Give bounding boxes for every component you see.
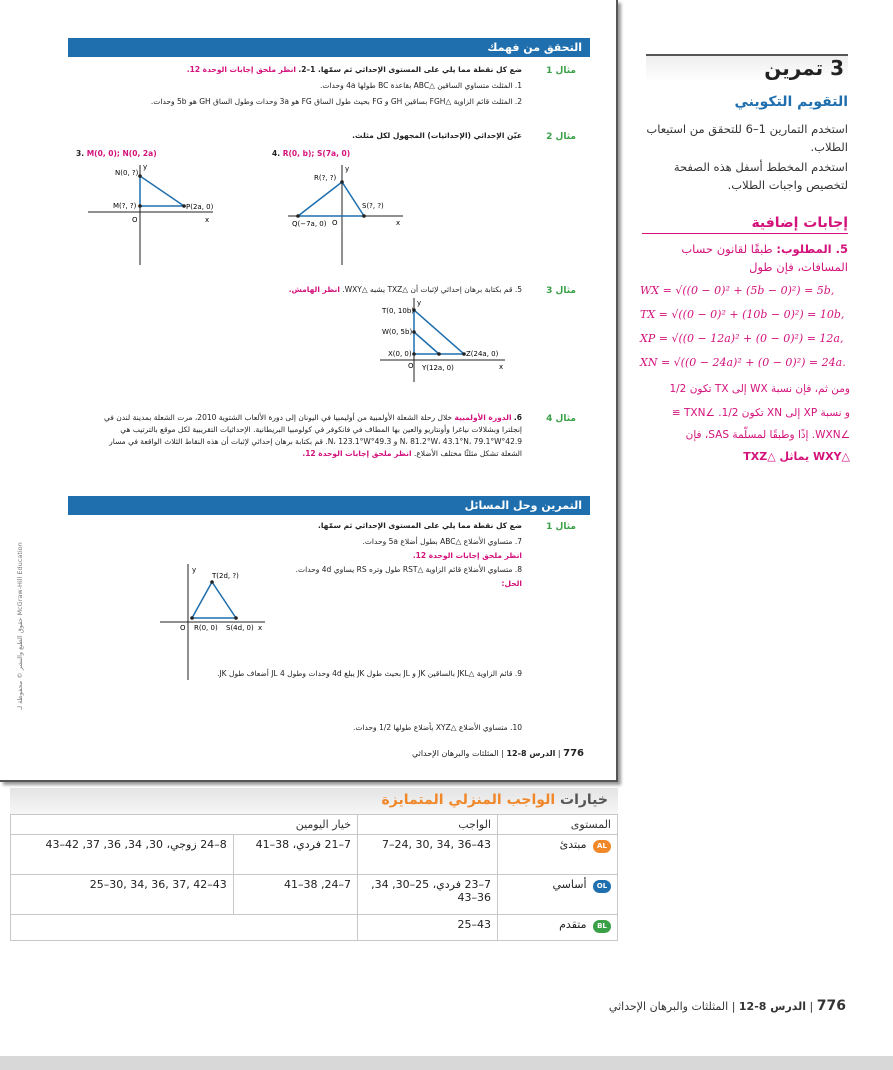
inner-footer-title: المثلثات والبرهان الإحداثي	[411, 749, 499, 758]
question-5-graph	[380, 296, 510, 382]
question-4-graph	[288, 162, 408, 265]
homework-header-row	[11, 815, 618, 835]
question-3-graph	[88, 160, 218, 265]
g5-label-y-axis: y	[417, 299, 422, 307]
g8-label-s: S(4d, 0)	[226, 624, 254, 632]
question-9: 9. قائم الزاوية △JKL بالساقين JK و JL بحيث طول JK يبلغ 4d وحدات وطول JL 4 أضعاف طول JK.	[217, 669, 522, 678]
footer-lesson: الدرس 8-12	[738, 1000, 807, 1013]
g3-label-p: P(2a, 0)	[186, 203, 214, 211]
example-1b-tag: مثال 1	[546, 522, 576, 532]
question-4-label: 4.	[272, 149, 281, 158]
formula-wx: WX = √((0 − 0)² + (5b − 0)²) = 5b,	[640, 284, 835, 297]
level-cell	[498, 835, 618, 875]
g8-point-r	[190, 616, 194, 620]
question-6-body2: و 49.3°N، 123.1°W. قم بكتابة برهان إحداثي لإثبات أن هذه النقاط الثلاث الواقعة في مسار الشعلة تشكل مثلثًا مختلف الأضلاع.	[109, 437, 522, 458]
question-6-num: 6.	[513, 413, 522, 422]
col-level-header: المستوى	[498, 815, 618, 835]
assign-cell: 7–24, 30, 34, 36–43	[358, 835, 498, 875]
inner-footer-page: 776	[563, 748, 584, 759]
example-4-tag: مثال 4	[546, 414, 576, 424]
g5-label-t: T(0, 10b)	[382, 307, 414, 315]
g5-label-x-point: X(0, 0)	[388, 350, 412, 358]
example-1-tag: مثال 1	[546, 66, 576, 76]
g8-label-r: R(0, 0)	[194, 624, 218, 632]
homework-title-prefix: خيارات	[560, 792, 608, 808]
g8-point-s	[234, 616, 238, 620]
assign-cell: 25–43	[358, 915, 498, 941]
question-8-solution-label: الحل:	[501, 579, 522, 588]
day2-cell: 8–24 زوجي، 30, 34, 36, 37, 42–43	[11, 835, 234, 875]
answer-5-intro	[642, 240, 848, 276]
ratio-line-1: ومن ثم، فإن نسبة WX إلى TX تكون 1/2	[669, 383, 850, 395]
table-row	[11, 835, 618, 875]
table-row	[11, 915, 618, 941]
chapter-title: 3 تمرين	[764, 56, 844, 80]
inner-footer: 776 | الدرس 8-12 | المثلثات والبرهان الإحداثي	[411, 748, 584, 759]
g3-label-o: O	[132, 216, 138, 224]
g4-label-r: R(?, ?)	[314, 174, 337, 182]
question-7-ref: انظر ملحق إجابات الوحدة 12.	[412, 551, 522, 560]
example-1b-instructions: ضع كل نقطة مما يلي على المستوى الإحداثي ثم سمّها.	[318, 521, 522, 530]
question-2: 2. المثلث قائم الزاوية △FGH بساقين GH و FG بحيث طول الساق FG هو 3a وحدات وطول الساق GH هو 5b وحدات.	[150, 97, 522, 106]
g8-point-t	[210, 580, 214, 584]
g3-label-x: x	[205, 216, 210, 224]
badge-ol-icon: OL	[593, 880, 611, 893]
level-label: مبتدئ	[559, 838, 587, 851]
g5-point-x	[412, 352, 416, 356]
question-3-header	[76, 148, 226, 160]
question-4-answer: R(0, b); S(7a, 0)	[282, 149, 351, 158]
formative-p2: استخدم المخطط أسفل هذه الصفحة لتخصيص واجبات الطلاب.	[673, 160, 848, 192]
g5-segment-wy	[414, 332, 439, 354]
page-footer: 776 | الدرس 8-12 | المثلثات والبرهان الإحداثي	[608, 998, 846, 1014]
bottom-gray-bar	[0, 1056, 893, 1070]
question-8-graph	[160, 560, 270, 680]
badge-bl-icon: BL	[593, 920, 611, 933]
g3-point-n	[138, 174, 142, 178]
check-understanding-title: التحقق من فهمك	[487, 41, 582, 54]
g4-label-q: Q(−7a, 0)	[292, 220, 327, 228]
question-5-ref: انظر الهامش.	[288, 285, 340, 294]
example-1-instructions	[100, 64, 522, 76]
formative-title: التقويم التكويني	[734, 94, 848, 110]
g8-label-x: x	[258, 624, 263, 632]
two-day-cell	[11, 915, 358, 941]
practice-title: التمرين وحل المسائل	[464, 499, 582, 512]
g5-label-w: W(0, 5b)	[382, 328, 413, 336]
homework-title	[10, 788, 618, 812]
homework-title-accent: الواجب المنزلي المتمايزة	[381, 792, 556, 808]
g4-triangle	[298, 182, 364, 216]
g4-point-q	[296, 214, 300, 218]
formula-xp: XP = √((0 − 12a)² + (0 − 0)²) = 12a,	[640, 332, 844, 345]
extra-answers-heading	[642, 212, 848, 234]
question-6-ref: انظر ملحق إجابات الوحدة 12.	[302, 449, 412, 458]
g3-triangle	[140, 176, 184, 206]
g8-label-y: y	[192, 566, 197, 574]
g3-label-y: y	[143, 163, 148, 171]
level-cell	[498, 915, 618, 941]
ratio-line-4: △WXY يماثل △TXZ	[743, 450, 850, 463]
col-assign-header: الواجب	[358, 815, 498, 835]
example-2-instructions: عيّن الإحداثي (الإحداثيات) المجهول لكل مثلث.	[352, 131, 522, 140]
ratio-line-2: و نسبة XP إلى XN تكون 1/2. ∠TXN ≅	[671, 407, 850, 419]
question-5	[100, 284, 522, 296]
g5-point-w	[412, 330, 416, 334]
g8-label-t: T(2d, ?)	[212, 572, 239, 580]
g5-label-x-axis: x	[499, 363, 504, 371]
g4-label-s: S(?, ?)	[362, 202, 384, 210]
question-3-label: 3.	[76, 149, 85, 158]
table-row	[11, 875, 618, 915]
g3-label-m: M(?, ?)	[113, 202, 137, 210]
g3-point-m	[138, 204, 142, 208]
day2-cell: 25–30, 34, 36, 37, 42–43	[11, 875, 234, 915]
level-cell	[498, 875, 618, 915]
practice-header	[68, 496, 590, 515]
question-6-title: الدورة الأولمبية	[454, 413, 512, 422]
inner-footer-lesson: الدرس 8-12	[506, 749, 556, 758]
question-7: 7. متساوي الأضلاع △ABC بطول أضلاع 5a وحدات.	[362, 537, 522, 546]
footer-title: المثلثات والبرهان الإحداثي	[608, 1000, 729, 1013]
g5-triangle-txz	[414, 310, 464, 354]
level-label: أساسي	[552, 878, 587, 891]
vertical-copyright: McGraw-Hill Education حقوق الطبع والنشر © محفوظة لـ	[16, 542, 24, 710]
formative-p1: استخدم التمارين 1–6 للتحقق من استيعاب الطلاب.	[646, 122, 848, 154]
question-6-body1: خلال رحلة الشعلة الأولمبية من أوليمبيا في اليونان إلى دورة الألعاب الشتوية 2010، مرت الشعلة بمدينة لندن في إنجلترا وبشلالات نياغرا وأونتاريو والعين بها المطاف في فانكوفر في كولومبيا البريطانية. الإحداثيات التقريبية لكل موقع بالترتيب هي 42.9°N، 81.2°W، 43.1°N، 79.1°W	[103, 413, 522, 446]
level-label: متقدم	[559, 918, 587, 931]
extra-answers-title: إجابات إضافية	[751, 215, 848, 231]
g8-label-o: O	[180, 624, 186, 632]
badge-al-icon: AL	[593, 840, 611, 853]
answer-5-lead: 5. المطلوب:	[776, 242, 848, 256]
question-5-text: 5. قم بكتابة برهان إحداثي لإثبات أن △TXZ يشبه △WXY.	[342, 285, 522, 294]
question-6	[96, 412, 522, 460]
example-2-tag: مثال 2	[546, 132, 576, 142]
g4-label-o: O	[332, 219, 338, 227]
g5-point-y	[437, 352, 441, 356]
question-4-header	[272, 148, 422, 160]
formula-tx: TX = √((0 − 0)² + (10b − 0)²) = 10b,	[640, 308, 845, 321]
question-1: 1. المثلث متساوي الساقين △ABC بقاعدة BC طولها 4a وحدات.	[320, 81, 522, 90]
g5-label-y-point: Y(12a, 0)	[422, 364, 454, 372]
g5-label-z: Z(24a, 0)	[466, 350, 499, 358]
example-3-tag: مثال 3	[546, 286, 576, 296]
footer-page-number: 776	[816, 998, 846, 1014]
question-8: 8. متساوي الأضلاع قائم الزاوية △RST طول وتره RS يساوي 4d وحدات.	[295, 565, 522, 574]
example-1-instr-text: ضع كل نقطة مما يلي على المستوى الإحداثي ثم سمّها. 1–2.	[298, 65, 522, 74]
g5-label-o: O	[408, 362, 414, 370]
g3-label-n: N(0, ?)	[115, 169, 139, 177]
example-1-ref: انظر ملحق إجابات الوحدة 12.	[186, 65, 296, 74]
question-3-answer: M(0, 0); N(0, 2a)	[86, 149, 157, 158]
day1-cell: 7–24, 38–41	[233, 875, 357, 915]
check-understanding-header	[68, 38, 590, 57]
answer-5-text: طبقًا لقانون حساب المسافات، فإن طول	[681, 242, 848, 274]
g4-label-x: x	[396, 219, 401, 227]
col-two-day-header: خيار اليومين	[11, 815, 358, 835]
g4-point-r	[340, 180, 344, 184]
assign-cell: 7–23 فردي، 25–30, 34, 36–43	[358, 875, 498, 915]
homework-title-bar	[10, 788, 618, 814]
formula-xn: XN = √((0 − 24a)² + (0 − 0)²) = 24a.	[640, 356, 846, 369]
chapter-title-box	[646, 54, 848, 82]
g8-triangle	[192, 582, 236, 618]
g4-label-y: y	[345, 165, 350, 173]
g4-point-s	[362, 214, 366, 218]
question-10: 10. متساوي الأضلاع △XYZ بأضلاع طولها 1/2 وحدات.	[352, 723, 522, 732]
homework-table	[10, 814, 618, 941]
day1-cell: 7–21 فردي، 38–41	[233, 835, 357, 875]
ratio-line-3: ∠WXN. إذًا وطبقًا لمسلّمة SAS، فإن	[685, 429, 850, 441]
